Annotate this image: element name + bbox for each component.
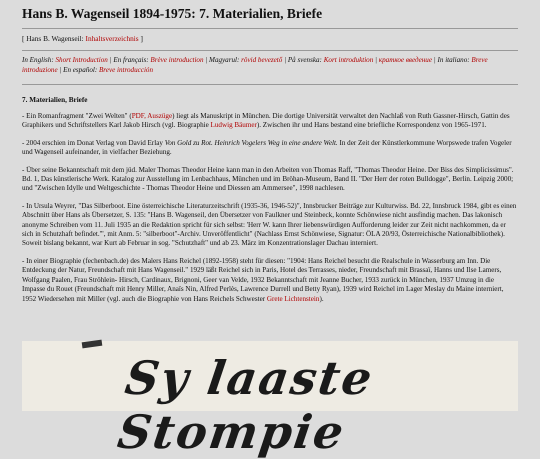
text: - In einer Biographie (fechenbach.de) des Malers Hans Reichel (1892-1958) steht für diesen: "1904: Hans Reichel besucht die Realschule in Wasserburg am Inn. Die Entdeckung der Natur, Freundschaft mit Hans Wagenseil." 1929 läßt Reichel sich in Paris, Hotel des Terrasses, nieder, Freundschaft mit Brassaï, Hanns und Ilse Lamers, Wolfgang Paalen, Frau Ströhlein- Hirsch, Cardinaux, Brignoni, Geer van Velde, 1932 Bekanntschaft mit Jeanne Bucher, 1933 zurück in München, 1937 Umzug in die Impasse du Rouet (Freundschaft mit Henry Miller, Anaïs Nin, Alfred Perlès, Lawrence Durrell und Betty Ryan), 1939 wird Reichel im Lager Meslay du Maine interniert, 1952 Wiedersehen mit Miller (vgl. auch die Biographie von Hans Reichels Schwester (22, 256, 504, 303)
ludwig-baeumer-link[interactable]: Ludwig Bäumer (210, 121, 257, 130)
divider (22, 50, 518, 51)
separator: | (57, 65, 64, 74)
separator: | (203, 56, 210, 64)
language-label: In English: (22, 56, 56, 64)
language-label: På svenska: (287, 56, 324, 64)
breadcrumb-prefix: [ Hans B. Wagenseil: (22, 34, 86, 43)
paragraph-manuscript (22, 112, 518, 131)
language-link[interactable]: краткое введение (378, 56, 433, 64)
paragraph-silberboot: - In Ursula Weyrer, "Das Silberboot. Eine österreichische Literaturzeitschrift (1935-36, 1946-52)", Innsbrucker Beiträge zur Kulturwiss. Bd. 22, Innsbruck 1984, gibt es einen Abschnitt über Hans als Übersetzer, S. 135: "Hans B. Wagenseil, den Übersetzer von Faulkner und Steinbeck, konnte Schönwiese nicht ausfindig machen. Das lakonisch anonyme Schreiben vom 11. Juli 1935 an die Redaktion spricht für sich selbst: 'Herr W. kann Ihrer liebenswürdigen Aufforderung leider zur Zeit nicht nachkommen, da er sich in Schutzhaft befindet.'", mit Anm. 5: "silberboot"-Archiv. Unveröffentlicht" (Nachlass Ernst Schönwiese, Signatur: ÖLA 20/93, Österreichische Nationalbibliothek). Soweit bislang bekannt, war Kurt ab Februar in sog. "Schutzhaft" und ab 23. März im Konzentrationslager Dachau interniert. (22, 201, 517, 248)
language-link[interactable]: Kort introduktion (323, 56, 374, 64)
language-link[interactable]: Brève introduction (150, 56, 204, 64)
language-link[interactable]: rövid bevezető (241, 56, 283, 64)
language-link[interactable]: Breve introduzione (22, 56, 488, 74)
paragraph-heine: - Über seine Bekanntschaft mit dem jüd. Maler Thomas Theodor Heine kann man in den Arbeiten von Thomas Raff, "Thomas Theodor Heine. Der Biss des Simplicissimus". Bd. 1, Das künstlerische Werk. Katalog zur Ausstellung im Lenbachhaus, München und im Bröhan-Museum, Band II. "Der Herr der roten Bulldogge", Berlin. Leipzig 2000; und "Zwischen Idylle und Weltgeschichte - Thomas Theodor Heine und Diessen am Ammersee", 1998 nachlesen. (22, 165, 514, 193)
text: ). (319, 294, 324, 303)
text: In der Zeit der Künstlerkommune Worpswede trafen Vogeler und Wagenseil aufeinander, in vielfacher Beziehung. (22, 138, 512, 157)
separator: | (373, 56, 379, 64)
language-link[interactable]: Short Introduction (55, 56, 108, 64)
book-title: Von Gold zu Rot. Heinrich Vogelers Weg in eine andere Welt. (164, 138, 338, 147)
language-label: En español: (63, 65, 99, 74)
language-label: En français: (113, 56, 151, 64)
divider (22, 28, 518, 29)
language-link[interactable]: Breve introducción (98, 65, 154, 74)
grete-lichtenstein-link[interactable]: Grete Lichtenstein (266, 294, 320, 303)
section-heading: 7. Materialien, Briefe (22, 96, 88, 104)
text: ) liegt als Manuskript in München. Die dortige Universität verwaltet den Nachlaß von Ruth Gassner-Hirsch, Gattin des Graphikers und Schriftstellers Karl Jakob Hirsch (vgl. Biographie (22, 112, 510, 130)
book-cover-image (22, 341, 518, 459)
paragraph-vogeler (22, 139, 518, 158)
breadcrumb (22, 34, 518, 44)
toc-link[interactable]: Inhaltsverzeichnis (85, 34, 139, 43)
breadcrumb-suffix: ] (138, 34, 143, 43)
text: - 2004 erschien im Donat Verlag von David Erlay (22, 138, 165, 147)
separator: | (107, 56, 114, 64)
divider (22, 84, 518, 85)
pdf-link[interactable]: PDF, Auszüge (131, 112, 173, 120)
separator: | (432, 56, 438, 64)
page-title: Hans B. Wagenseil 1894-1975: 7. Materialien, Briefe (22, 6, 323, 21)
paragraph-reichel (22, 257, 518, 304)
language-label: Magyarul: (209, 56, 242, 64)
separator: | (282, 56, 288, 64)
language-links (22, 56, 518, 75)
image-lettering: Sy laaste Stompie (114, 351, 378, 459)
language-label: In italiano: (437, 56, 472, 64)
text: ). Zwischen ihr und Hans bestand eine briefliche Korrespondenz von 1965-1971. (256, 121, 487, 130)
text: - Ein Romanfragment "Zwei Welten" ( (22, 112, 132, 120)
ink-mark (82, 340, 103, 349)
